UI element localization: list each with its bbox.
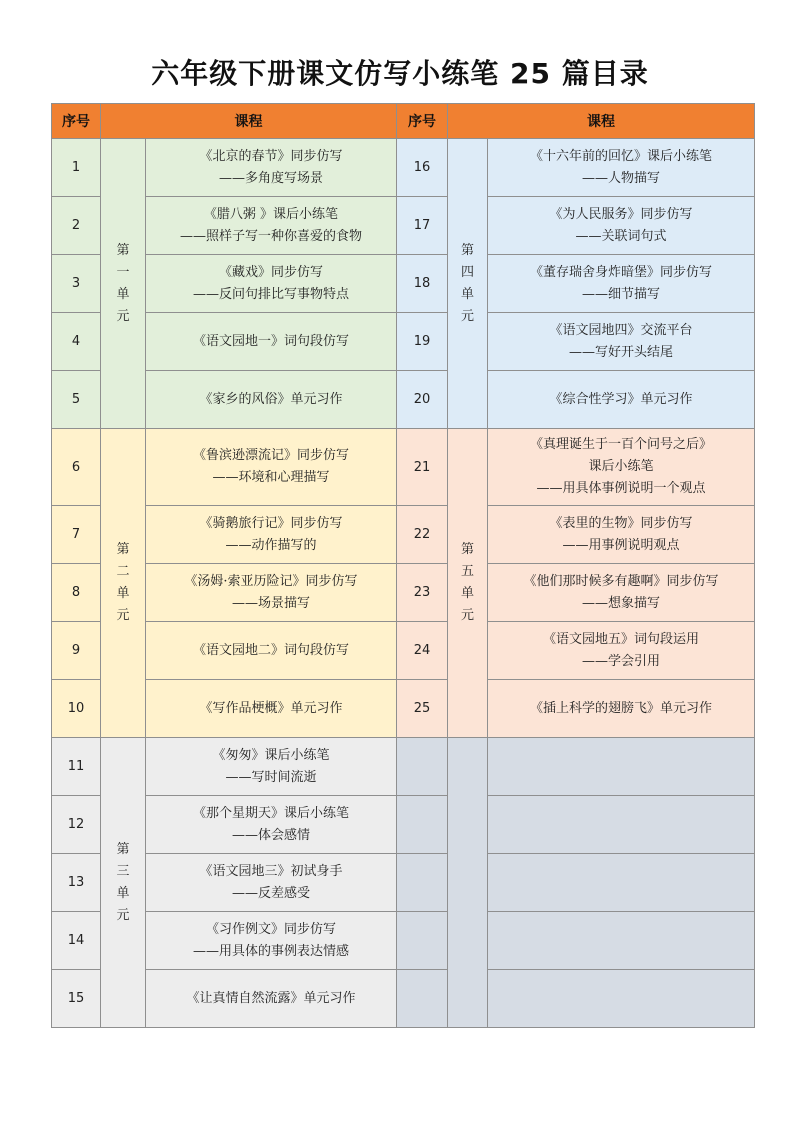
course-line: 《综合性学习》单元习作	[549, 391, 693, 407]
table-row	[52, 970, 755, 1028]
course-line: 《写作品梗概》单元习作	[199, 700, 343, 716]
unit-label-char: 单	[116, 885, 130, 901]
right-unit-label	[448, 139, 488, 429]
right-row-number: 19	[397, 313, 448, 371]
left-course-cell	[146, 970, 397, 1028]
course-line: ——想象描写	[581, 595, 660, 611]
course-line: ——细节描写	[581, 286, 660, 302]
left-course-cell	[146, 564, 397, 622]
course-line: ——人物描写	[581, 170, 660, 186]
left-row-number: 3	[52, 255, 101, 313]
unit-label-char: 元	[116, 907, 130, 923]
empty-cell	[488, 912, 755, 970]
course-line: ——场景描写	[231, 595, 310, 611]
course-line: 《为人民服务》同步仿写	[549, 206, 693, 222]
empty-cell	[397, 912, 448, 970]
left-row-number: 2	[52, 197, 101, 255]
course-line: ——动作描写的	[225, 537, 317, 553]
empty-cell	[397, 796, 448, 854]
course-line: ——体会感情	[231, 827, 310, 843]
left-row-number: 11	[52, 738, 101, 796]
left-row-number: 15	[52, 970, 101, 1028]
unit-label-char: 五	[460, 564, 474, 579]
right-row-number: 23	[397, 564, 448, 622]
course-line: ——用具体的事例表达情感	[192, 943, 349, 959]
unit-label-char: 单	[460, 586, 474, 601]
header-course-right: 课程	[448, 104, 755, 139]
unit-label-char: 第	[460, 242, 474, 258]
table-row	[52, 313, 755, 371]
course-line: 《表里的生物》同步仿写	[549, 515, 693, 531]
toc-table	[51, 103, 755, 1028]
right-course-cell	[488, 139, 755, 197]
course-line: 《鲁滨逊漂流记》同步仿写	[192, 448, 349, 463]
empty-cell	[397, 854, 448, 912]
left-course-cell	[146, 313, 397, 371]
right-row-number: 25	[397, 680, 448, 738]
course-line: ——学会引用	[581, 653, 660, 669]
course-line: 《他们那时候多有趣啊》同步仿写	[523, 573, 719, 589]
unit-label-char: 元	[460, 608, 474, 623]
empty-cell	[488, 738, 755, 796]
course-line: ——多角度写场景	[218, 170, 323, 186]
left-course-cell	[146, 738, 397, 796]
left-course-cell	[146, 622, 397, 680]
unit-label-char: 单	[460, 286, 474, 302]
course-line: ——反问句排比写事物特点	[192, 286, 349, 302]
left-course-cell	[146, 197, 397, 255]
left-row-number: 12	[52, 796, 101, 854]
left-row-number: 7	[52, 506, 101, 564]
table-row	[52, 429, 755, 506]
course-line: 《腊八粥 》课后小练笔	[203, 206, 339, 222]
left-course-cell	[146, 429, 397, 506]
right-course-cell	[488, 680, 755, 738]
course-line: 《语文园地四》交流平台	[549, 322, 693, 338]
unit-label-char: 四	[460, 264, 474, 280]
course-line: 《藏戏》同步仿写	[218, 264, 323, 280]
table-row	[52, 564, 755, 622]
header-num-left: 序号	[52, 104, 101, 139]
left-row-number: 5	[52, 371, 101, 429]
course-line: ——反差感受	[231, 885, 310, 901]
unit-label-char: 单	[116, 586, 130, 601]
table-row	[52, 912, 755, 970]
course-line: ——用具体事例说明一个观点	[536, 481, 706, 496]
toc-body	[52, 139, 755, 1028]
left-course-cell	[146, 506, 397, 564]
course-line: 《语文园地二》词句段仿写	[192, 642, 349, 658]
empty-cell	[397, 738, 448, 796]
course-line: 《语文园地一》词句段仿写	[192, 333, 349, 349]
unit-label-char: 元	[116, 608, 130, 623]
empty-cell	[488, 796, 755, 854]
course-line: 《家乡的风俗》单元习作	[199, 391, 343, 407]
left-course-cell	[146, 255, 397, 313]
left-course-cell	[146, 912, 397, 970]
left-row-number: 13	[52, 854, 101, 912]
header-row	[52, 104, 755, 139]
unit-label-char: 二	[116, 564, 130, 579]
right-row-number: 17	[397, 197, 448, 255]
left-course-cell	[146, 371, 397, 429]
table-row	[52, 796, 755, 854]
left-row-number: 10	[52, 680, 101, 738]
table-row	[52, 197, 755, 255]
course-line: 《汤姆·索亚历险记》同步仿写	[184, 573, 358, 589]
left-row-number: 6	[52, 429, 101, 506]
course-line: ——环境和心理描写	[212, 470, 330, 485]
course-line: 《北京的春节》同步仿写	[199, 148, 343, 164]
empty-cell	[397, 970, 448, 1028]
left-row-number: 14	[52, 912, 101, 970]
right-course-cell	[488, 564, 755, 622]
table-row	[52, 371, 755, 429]
unit-label-char: 一	[116, 264, 130, 280]
table-row	[52, 854, 755, 912]
empty-cell	[488, 854, 755, 912]
right-row-number: 24	[397, 622, 448, 680]
right-row-number: 16	[397, 139, 448, 197]
course-line: ——写好开头结尾	[568, 344, 673, 360]
left-row-number: 9	[52, 622, 101, 680]
right-course-cell	[488, 506, 755, 564]
table-row	[52, 139, 755, 197]
right-course-cell	[488, 313, 755, 371]
left-unit-label	[101, 738, 146, 1028]
course-line: 《语文园地五》词句段运用	[542, 631, 699, 647]
left-course-cell	[146, 139, 397, 197]
unit-label-char: 第	[116, 242, 130, 258]
course-line: 《十六年前的回忆》课后小练笔	[529, 148, 712, 164]
left-unit-label	[101, 429, 146, 738]
course-line: 《董存瑞舍身炸暗堡》同步仿写	[529, 264, 712, 280]
course-line: 《让真情自然流露》单元习作	[186, 990, 356, 1006]
course-line: 《插上科学的翅膀飞》单元习作	[529, 700, 712, 716]
left-unit-label	[101, 139, 146, 429]
course-line: 《语文园地三》初试身手	[199, 863, 343, 879]
left-course-cell	[146, 680, 397, 738]
table-row	[52, 255, 755, 313]
page-title: 六年级下册课文仿写小练笔 25 篇目录	[151, 57, 649, 90]
unit-label-char: 第	[116, 542, 130, 557]
right-row-number: 22	[397, 506, 448, 564]
table-row	[52, 506, 755, 564]
right-course-cell	[488, 255, 755, 313]
empty-cell	[448, 738, 488, 1028]
course-line: ——用事例说明观点	[562, 537, 680, 553]
table-row	[52, 680, 755, 738]
unit-label-char: 第	[460, 542, 474, 557]
unit-label-char: 第	[116, 841, 130, 857]
unit-label-char: 元	[116, 308, 130, 324]
right-row-number: 21	[397, 429, 448, 506]
course-line: 《匆匆》课后小练笔	[212, 747, 330, 763]
unit-label-char: 元	[460, 308, 474, 324]
unit-label-char: 单	[116, 286, 130, 302]
empty-cell	[488, 970, 755, 1028]
course-line: ——照样子写一种你喜爱的食物	[179, 228, 362, 244]
right-row-number: 18	[397, 255, 448, 313]
header-course-left: 课程	[101, 104, 397, 139]
left-row-number: 1	[52, 139, 101, 197]
right-course-cell	[488, 429, 755, 506]
course-line: 《真理诞生于一百个问号之后》	[529, 437, 712, 452]
course-line: 课后小练笔	[588, 459, 654, 474]
left-row-number: 8	[52, 564, 101, 622]
right-course-cell	[488, 197, 755, 255]
right-course-cell	[488, 622, 755, 680]
course-line: ——关联词句式	[575, 228, 667, 244]
right-row-number: 20	[397, 371, 448, 429]
course-line: 《骑鹅旅行记》同步仿写	[199, 515, 343, 531]
left-row-number: 4	[52, 313, 101, 371]
course-line: 《那个星期天》课后小练笔	[192, 805, 349, 821]
table-row	[52, 738, 755, 796]
table-row	[52, 622, 755, 680]
course-line: 《习作例文》同步仿写	[205, 921, 336, 937]
right-unit-label	[448, 429, 488, 738]
unit-label-char: 三	[116, 863, 130, 879]
header-num-right: 序号	[397, 104, 448, 139]
left-course-cell	[146, 796, 397, 854]
right-course-cell	[488, 371, 755, 429]
course-line: ——写时间流逝	[225, 769, 317, 785]
left-course-cell	[146, 854, 397, 912]
